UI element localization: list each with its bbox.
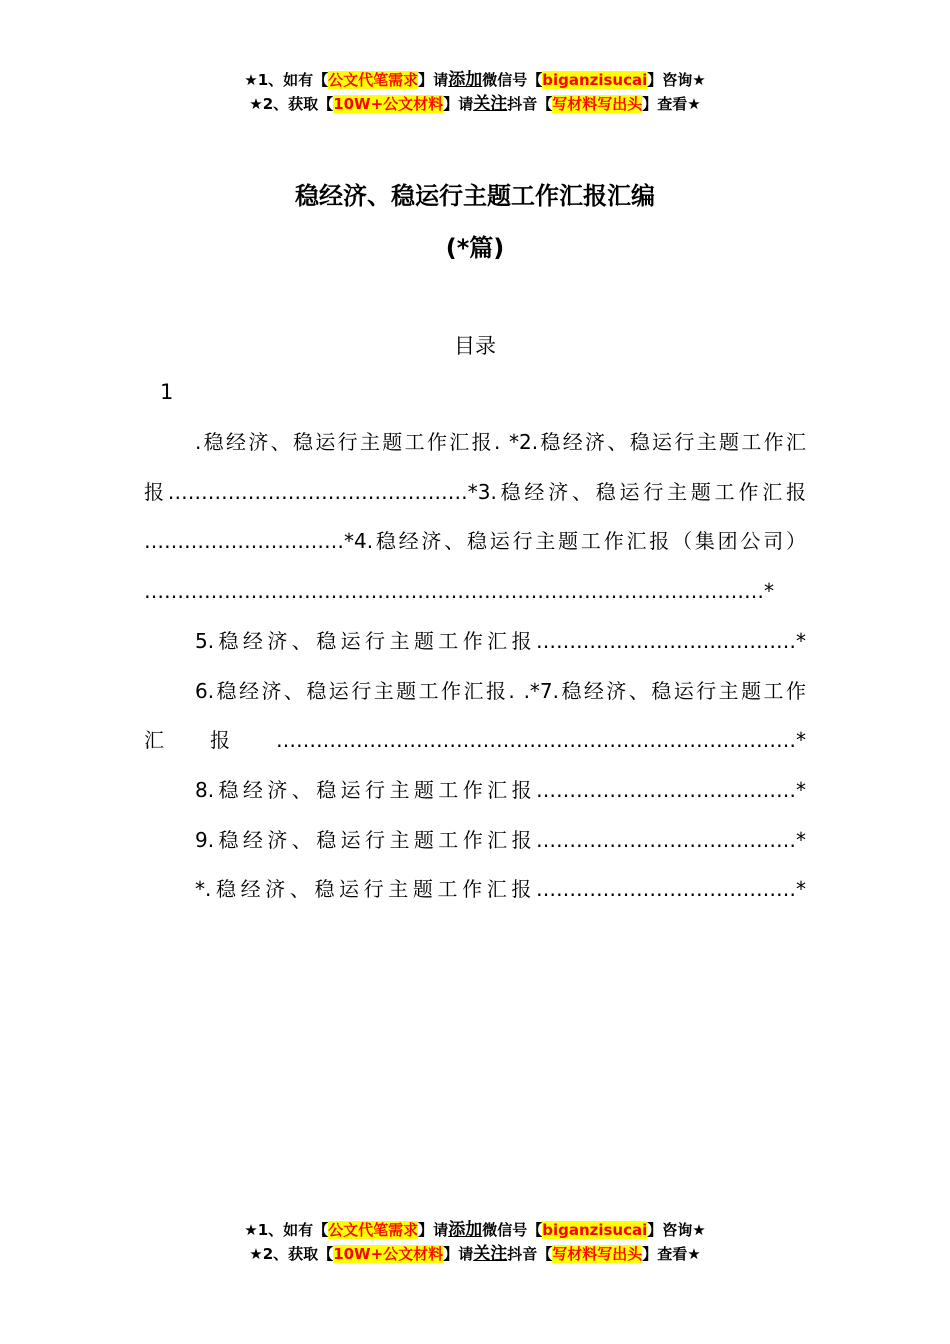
highlight-douyin: 写材料写出头 [552, 1245, 643, 1263]
highlight-wechat-id: biganzisucai [542, 1221, 648, 1239]
banner-line-2: ★2、获取【10W+公文材料】请关注抖音【写材料写出头】查看★ [249, 1244, 701, 1264]
toc-line: 汇报……………………………………………………………………* [144, 728, 806, 753]
banner-line-2: ★2、获取【10W+公文材料】请关注抖音【写材料写出头】查看★ [249, 94, 701, 114]
highlight-douyin: 写材料写出头 [552, 95, 643, 113]
document-title: 稳经济、稳运行主题工作汇报汇编 [295, 182, 655, 210]
toc-line: *.稳经济、稳运行主题工作汇报…………………………………* [195, 877, 806, 902]
toc-line: 6.稳经济、稳运行主题工作汇报. .*7.稳经济、稳运行主题工作 [195, 678, 806, 703]
toc-line: 报………………………………………*3.稳经济、稳运行主题工作汇报 [144, 479, 806, 504]
banner-line-1: ★1、如有【公文代笔需求】请添加微信号【biganzisucai】咨询★ [244, 70, 706, 90]
toc-line: 8.稳经济、稳运行主题工作汇报…………………………………* [195, 777, 806, 802]
table-of-contents [144, 418, 806, 915]
footer-banner [0, 1218, 950, 1266]
header-banner [0, 68, 950, 116]
banner-line-1: ★1、如有【公文代笔需求】请添加微信号【biganzisucai】咨询★ [244, 1220, 706, 1240]
toc-heading: 目录 [454, 334, 496, 358]
toc-number: 1 [160, 380, 174, 404]
highlight-service: 公文代笔需求 [328, 1221, 419, 1239]
toc-line: 5.稳经济、稳运行主题工作汇报…………………………………* [195, 628, 806, 653]
highlight-service: 公文代笔需求 [328, 71, 419, 89]
toc-line: …………………………*4.稳经济、稳运行主题工作汇报（集团公司） [144, 529, 806, 554]
highlight-materials: 10W+公文材料 [333, 1245, 444, 1263]
toc-line: 9.稳经济、稳运行主题工作汇报…………………………………* [195, 827, 806, 852]
highlight-materials: 10W+公文材料 [333, 95, 444, 113]
toc-line: …………………………………………………………………………………* [144, 579, 774, 604]
document-subtitle: (*篇) [445, 234, 505, 262]
highlight-wechat-id: biganzisucai [542, 71, 648, 89]
toc-line: .稳经济、稳运行主题工作汇报. *2.稳经济、稳运行主题工作汇 [195, 430, 806, 454]
